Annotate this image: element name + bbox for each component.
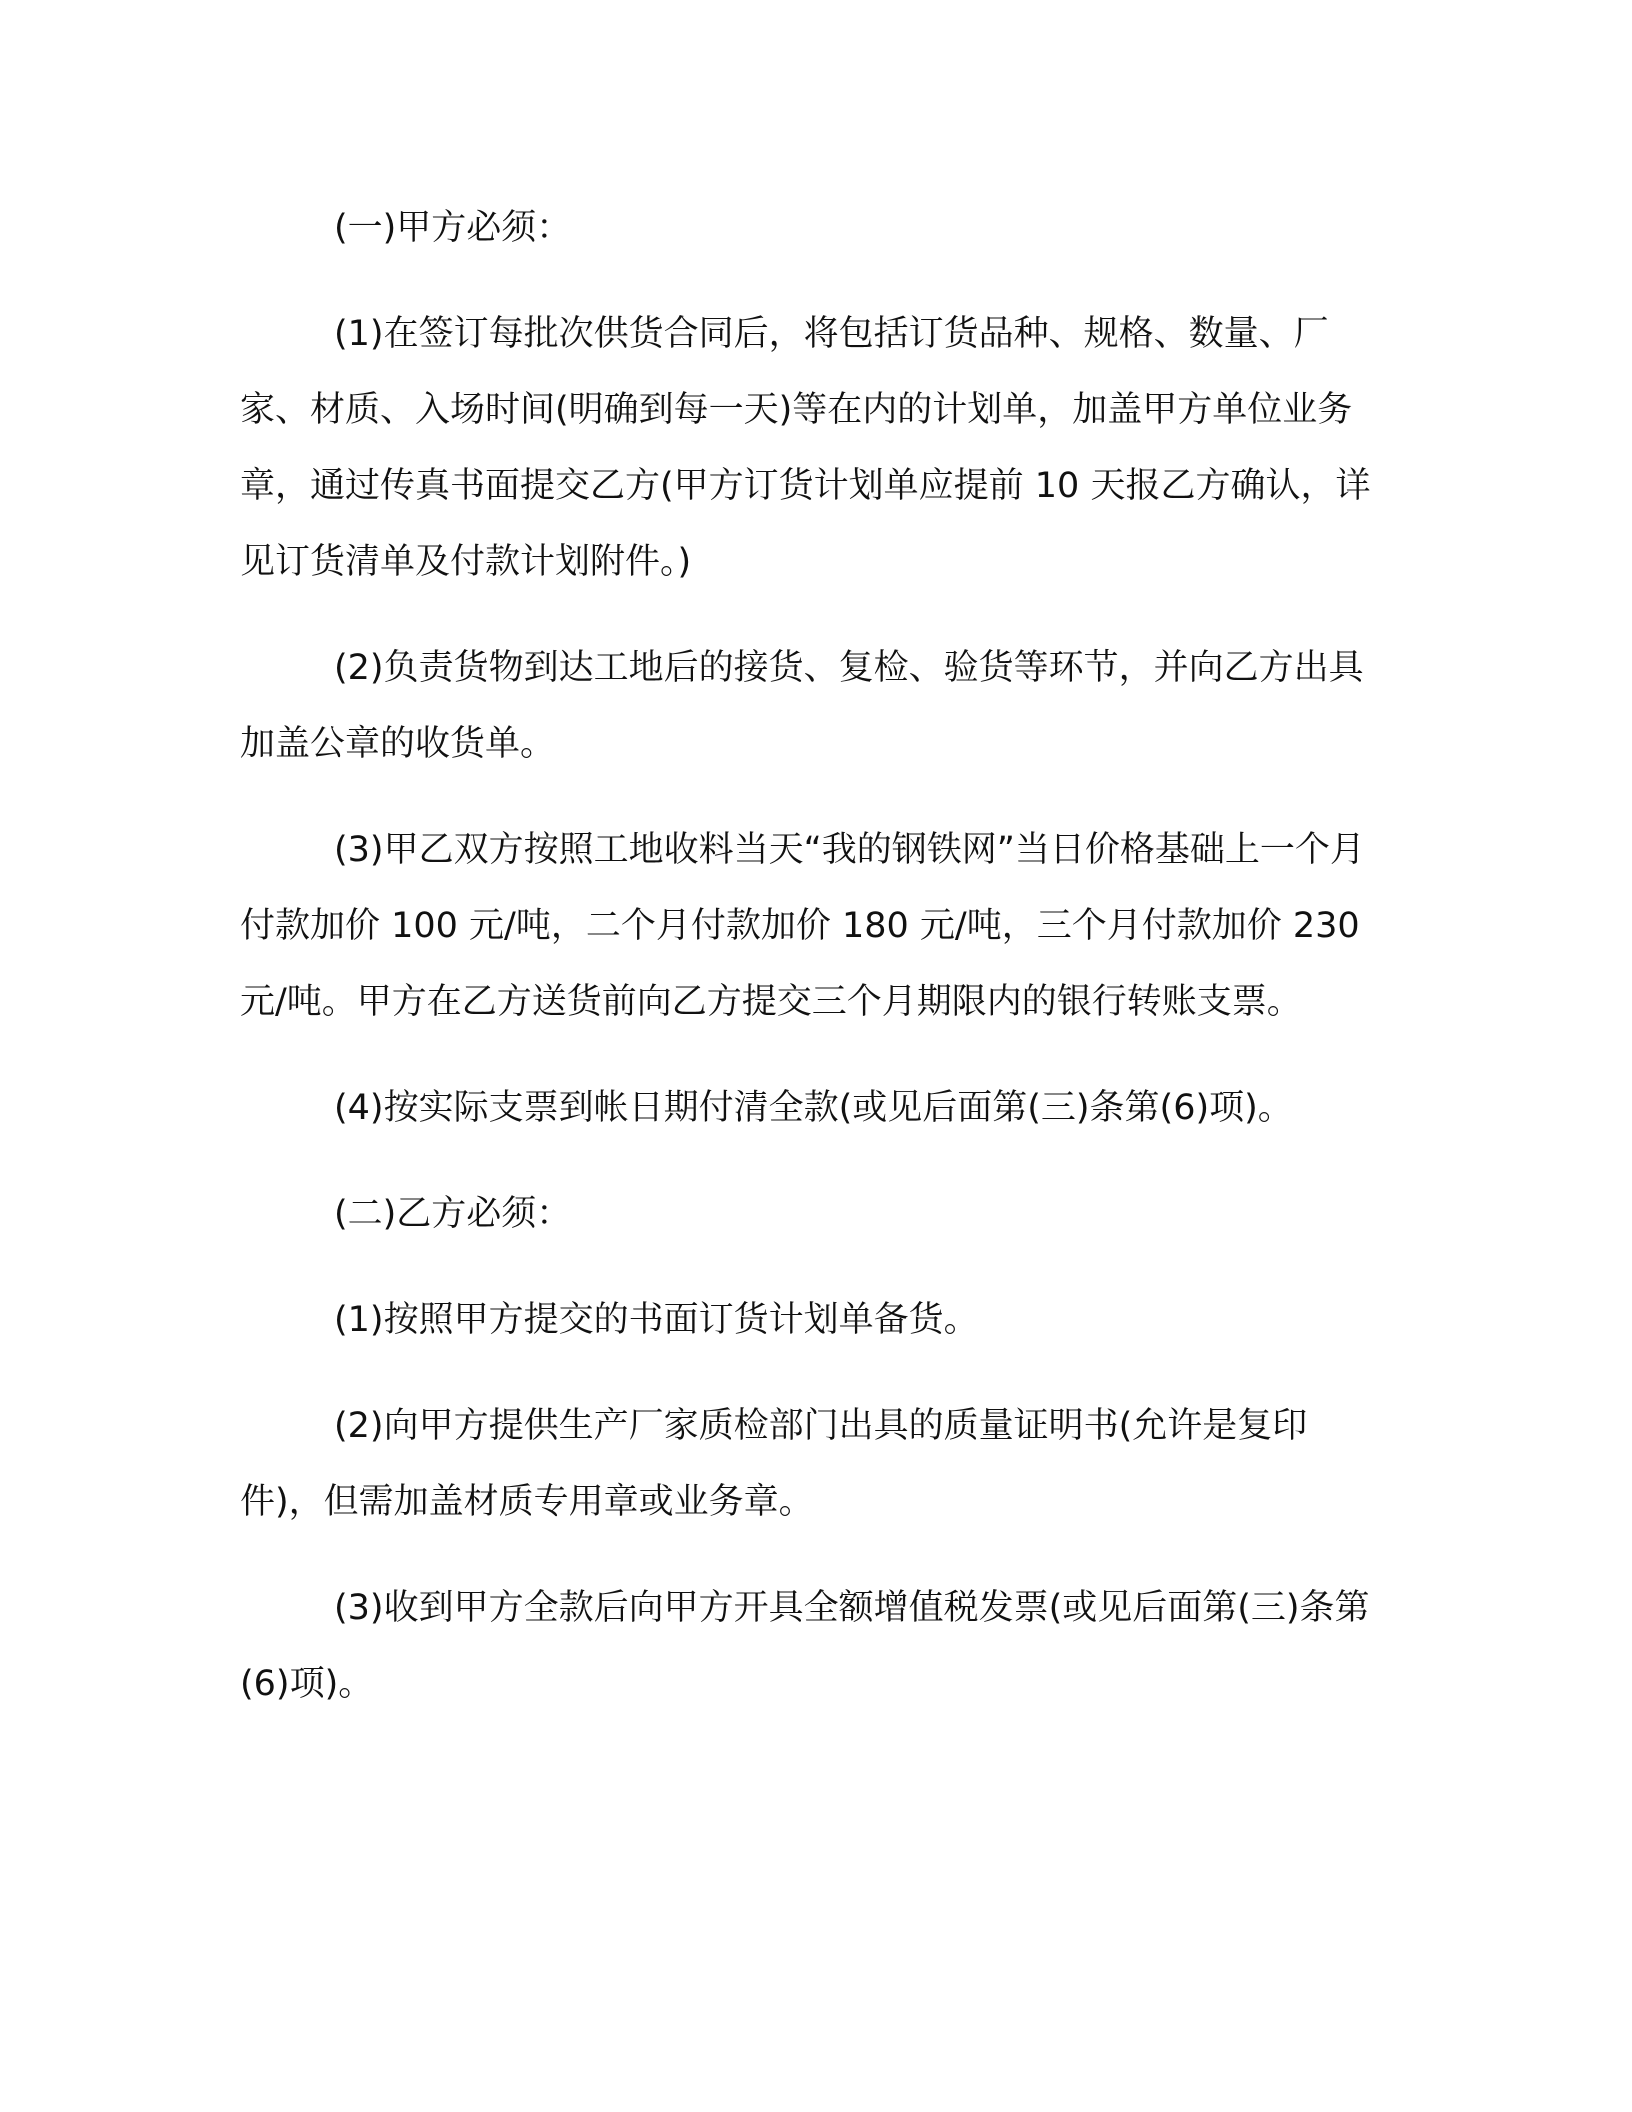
party-a-clause-1: (1)在签订每批次供货合同后，将包括订货品种、规格、数量、厂家、材质、入场时间(明确到每一天)等在内的计划单，加盖甲方单位业务章，通过传真书面提交乙方(甲方订货计划单应提前 10 天报乙方确认，详见订货清单及付款计划附件。) (240, 314, 1371, 582)
party-b-clause-2: (2)向甲方提供生产厂家质检部门出具的质量证明书(允许是复印件)，但需加盖材质专用章或业务章。 (240, 1406, 1308, 1522)
party-a-clause-4: (4)按实际支票到帐日期付清全款(或见后面第(三)条第(6)项)。 (334, 1088, 1293, 1128)
party-a-clause-2: (2)负责货物到达工地后的接货、复检、验货等环节，并向乙方出具加盖公章的收货单。 (240, 648, 1364, 764)
section-heading-party-b: (二)乙方必须： (334, 1194, 572, 1234)
party-b-clause-1: (1)按照甲方提交的书面订货计划单备货。 (334, 1300, 979, 1340)
party-b-clause-3: (3)收到甲方全款后向甲方开具全额增值税发票(或见后面第(三)条第(6)项)。 (240, 1588, 1370, 1704)
document-body (240, 190, 1390, 1722)
party-a-clause-3: (3)甲乙双方按照工地收料当天“我的钢铁网”当日价格基础上一个月付款加价 100 元/吨，二个月付款加价 180 元/吨，三个月付款加价 230 元/吨。甲方在乙方送货前向乙方提交三个月期限内的银行转账支票。 (240, 830, 1365, 1022)
section-heading-party-a: (一)甲方必须： (334, 208, 572, 248)
